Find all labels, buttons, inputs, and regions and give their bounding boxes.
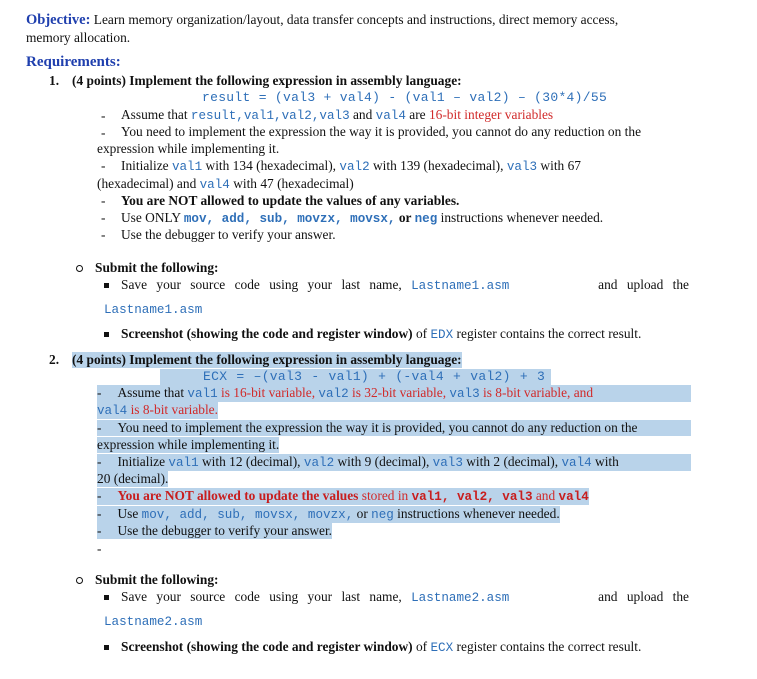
- q2-number: 2.: [49, 352, 60, 367]
- q1-b3-init: Initialize: [121, 158, 172, 173]
- q2-bullet-6: [97, 523, 332, 539]
- q2-b3-init: Initialize: [117, 454, 169, 469]
- q2-b3-w2: with 9 (decimal),: [334, 454, 433, 469]
- q2-b4-and: and: [532, 488, 559, 503]
- q1-s1-text: Save your source code using your last name,: [121, 277, 402, 292]
- q1-s2-reg: EDX: [430, 328, 454, 342]
- q1-submit-item-1: [104, 277, 689, 294]
- q1-b3-v3: val3: [506, 160, 538, 174]
- q1-expression: result = (val3 + val4) - (val1 – val2) – (30*4)/55: [202, 90, 608, 105]
- q2-b1-pre: Assume that: [117, 385, 188, 400]
- objective-line-1: [26, 12, 618, 28]
- q2-submit-item-2: [104, 639, 641, 656]
- q1-b3-v1: val1: [171, 160, 203, 174]
- circle-bullet-icon: [76, 265, 83, 272]
- q2-bullet-dash: -: [97, 506, 102, 521]
- square-bullet-icon: [104, 332, 109, 337]
- q1-s2-bold: Screenshot (showing the code and register window): [121, 326, 413, 341]
- q2-b4-stored: stored in: [358, 488, 412, 503]
- q1-b3-with3: with 67: [537, 158, 581, 173]
- q2-bullet-dash: -: [97, 385, 102, 400]
- q2-bullet-1-l2: [97, 402, 218, 419]
- q1-bullet-3-l2: [97, 176, 354, 193]
- q1-bullet-dash: -: [101, 210, 106, 225]
- q2-b5-or: or: [353, 506, 372, 521]
- q1-b5-post: instructions whenever needed.: [437, 210, 604, 225]
- q2-bullet-2-l2: expression while implementing it.: [97, 437, 280, 452]
- q1-bullet-5: [121, 210, 603, 227]
- objective-label: Objective:: [26, 12, 91, 28]
- q2-b1-v4: val4: [97, 404, 128, 418]
- q2-b1-t1: is 16-bit variable,: [217, 385, 319, 400]
- q1-number: 1.: [49, 73, 60, 88]
- requirements-heading: Requirements:: [26, 54, 121, 70]
- q1-b1-and: and: [349, 107, 376, 122]
- q1-s1-upload: and upload the: [598, 277, 689, 292]
- q1-b1-pre: Assume that: [121, 107, 191, 122]
- q1-b1-vars: result,val1,val2,val3: [190, 109, 350, 123]
- q2-s2-of: of: [412, 639, 431, 654]
- q1-b5-pre: Use ONLY: [121, 210, 184, 225]
- q2-expression: ECX = –(val3 - val1) + (-val4 + val2) + 3: [160, 369, 551, 385]
- q2-s1-file: Lastname2.asm: [411, 591, 510, 605]
- q2-bullet-3: [97, 454, 691, 471]
- q1-bullet-2-l2: expression while implementing it.: [97, 141, 280, 156]
- objective-line-2: memory allocation.: [26, 30, 131, 45]
- q2-b5-neg: neg: [371, 508, 394, 522]
- q1-b1-v4: val4: [375, 109, 406, 123]
- q2-title: (4 points) Implement the following expression in assembly language:: [72, 352, 462, 367]
- q1-b3-with1: with 134 (hexadecimal),: [202, 158, 340, 173]
- q1-s1-file: Lastname1.asm: [411, 279, 510, 293]
- square-bullet-icon: [104, 283, 109, 288]
- q2-b3-w1: with 12 (decimal),: [198, 454, 304, 469]
- q2-s1-upload: and upload the: [598, 589, 689, 604]
- q2-b1-t3: is 8-bit variable, and: [479, 385, 594, 400]
- q1-s1-file2: Lastname1.asm: [104, 303, 203, 317]
- q2-bullet-4: [97, 488, 589, 505]
- q1-bullet-dash: -: [101, 227, 106, 242]
- q1-bullet-dash: -: [101, 125, 106, 140]
- q1-bullet-2-l1: You need to implement the expression the way it is provided, you cannot do any reduction on the: [121, 124, 642, 139]
- q2-b3-w3: with 2 (decimal),: [462, 454, 562, 469]
- q2-s2-post: register contains the correct result.: [453, 639, 642, 654]
- q2-b4-v4: val4: [558, 490, 589, 504]
- q1-b5-neg: neg: [414, 212, 438, 226]
- square-bullet-icon: [104, 645, 109, 650]
- q2-bullet-dash: -: [97, 420, 102, 435]
- q2-bullet-dash: -: [97, 454, 102, 469]
- q1-bullet-4: You are NOT allowed to update the values of any variables.: [121, 193, 460, 208]
- q2-b6-text: Use the debugger to verify your answer.: [117, 523, 333, 538]
- q2-bullet-2: [97, 420, 691, 436]
- q1-b3-l2a: (hexadecimal) and: [97, 176, 200, 191]
- q1-b1-are: are: [405, 107, 429, 122]
- q1-b5-instr: mov, add, sub, movzx, movsx,: [183, 212, 396, 226]
- q2-bullet-3-l2: 20 (decimal).: [97, 471, 169, 486]
- q2-s1-file2: Lastname2.asm: [104, 615, 203, 629]
- q1-b3-l2b: with 47 (hexadecimal): [229, 176, 354, 191]
- q1-b3-with2: with 139 (hexadecimal),: [369, 158, 507, 173]
- q2-bullet-1: [97, 385, 691, 402]
- q1-submit-label: Submit the following:: [95, 260, 219, 275]
- q2-bullet-5: [97, 506, 560, 523]
- q1-s2-post: register contains the correct result.: [453, 326, 642, 341]
- q2-b3-v4: val4: [561, 456, 592, 470]
- q2-s1-text: Save your source code using your last name,: [121, 589, 402, 604]
- circle-bullet-icon: [76, 577, 83, 584]
- q2-b3-v3: val3: [432, 456, 463, 470]
- q1-submit-item-2: [104, 326, 641, 343]
- q2-s2-bold: Screenshot (showing the code and register window): [121, 639, 413, 654]
- q2-b1-t2: is 32-bit variable,: [348, 385, 450, 400]
- q2-b3-w4: with: [591, 454, 619, 469]
- q2-submit: [76, 572, 219, 588]
- q2-b1-v3: val3: [449, 387, 480, 401]
- q1-title: (4 points) Implement the following expression in assembly language:: [72, 73, 462, 88]
- q1-b3-v2: val2: [339, 160, 370, 174]
- q2-b3-v2: val2: [303, 456, 335, 470]
- q1-bullet-dash: -: [101, 108, 106, 123]
- q1-s2-of: of: [412, 326, 431, 341]
- q2-b5-pre: Use: [117, 506, 142, 521]
- q2-b5-instr: mov, add, sub, movsx, movzx,: [141, 508, 354, 522]
- q2-bullet-dash: -: [97, 488, 102, 503]
- q1-bullet-6: Use the debugger to verify your answer.: [121, 227, 336, 242]
- q2-submit-label: Submit the following:: [95, 572, 219, 587]
- q1-bullet-1: [121, 107, 553, 124]
- q2-b3-v1: val1: [168, 456, 199, 470]
- q2-b1-t4: is 8-bit variable.: [127, 402, 218, 417]
- q1-b5-or: or: [395, 210, 415, 225]
- q2-b2-l1: You need to implement the expression the way it is provided, you cannot do any reduction on the: [117, 420, 638, 435]
- q1-bullet-dash: -: [101, 193, 106, 208]
- q2-b4-bold: You are NOT allowed to update the values: [117, 488, 359, 503]
- q1-b3-v4: val4: [199, 178, 230, 192]
- q2-submit-item-1: [104, 589, 689, 606]
- q1-submit: [76, 260, 219, 276]
- q1-bullet-dash: -: [101, 158, 106, 173]
- q2-bullet-dash: -: [97, 541, 102, 556]
- objective-text: Learn memory organization/layout, data transfer concepts and instructions, direct memory access,: [93, 12, 619, 27]
- q2-b4-vars: val1, val2, val3: [411, 490, 533, 504]
- square-bullet-icon: [104, 595, 109, 600]
- q2-b5-post: instructions whenever needed.: [393, 506, 560, 521]
- q1-b1-type: 16-bit integer variables: [428, 107, 554, 122]
- q2-s2-reg: ECX: [430, 641, 454, 655]
- q2-bullet-dash: -: [97, 523, 102, 538]
- q1-bullet-3: [121, 158, 581, 175]
- q2-b1-v1: val1: [187, 387, 218, 401]
- q2-b1-v2: val2: [318, 387, 349, 401]
